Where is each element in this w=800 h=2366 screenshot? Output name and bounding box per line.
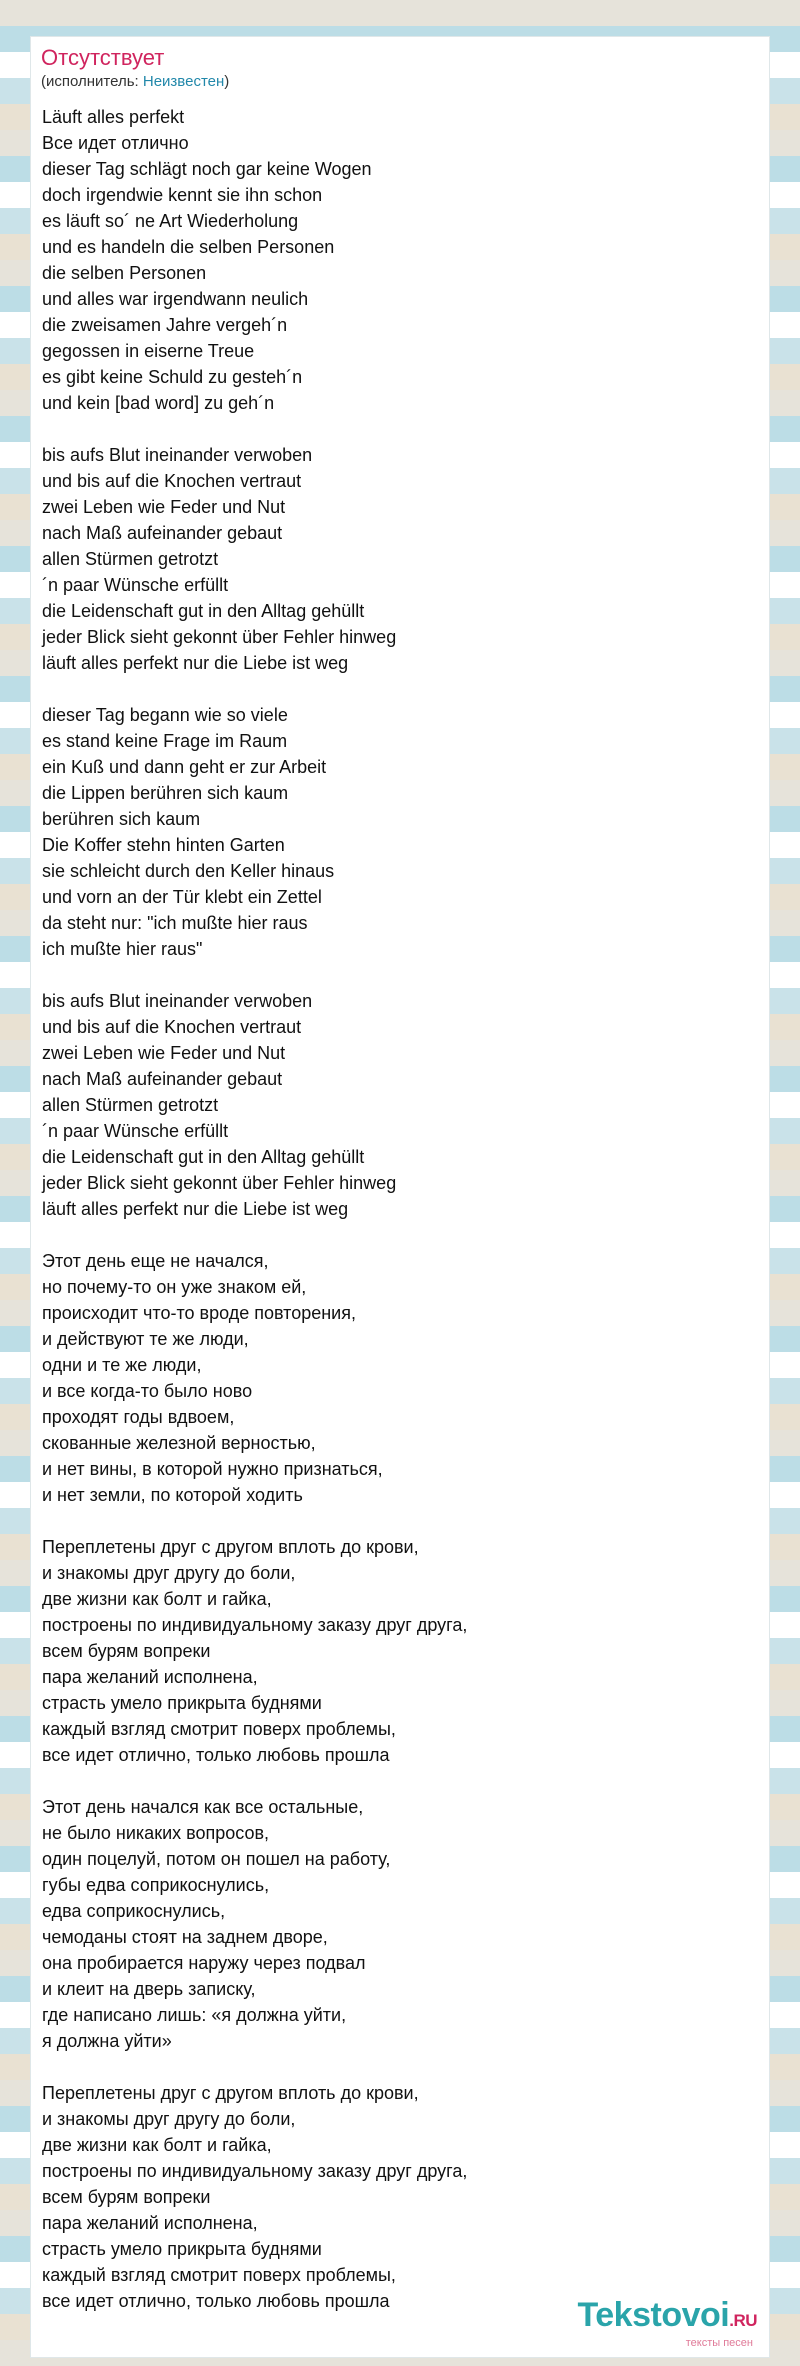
lyric-line: bis aufs Blut ineinander verwoben [42, 445, 313, 465]
lyric-line: все идет отлично, только любовь прошла [42, 2291, 390, 2311]
lyric-line: один поцелуй, потом он пошел на работу, [42, 1849, 391, 1869]
logo-name: Tekstovoi [577, 2296, 730, 2334]
lyric-line: Переплетены друг с другом вплоть до крови, [42, 1537, 419, 1557]
stanza-break [42, 1222, 467, 1248]
stanza-break [42, 1768, 467, 1794]
lyric-line: Die Koffer stehn hinten Garten [42, 835, 285, 855]
lyric-line: пара желаний исполнена, [42, 1667, 258, 1687]
lyric-line: и знакомы друг другу до боли, [42, 2109, 296, 2129]
lyric-line: всем бурям вопреки [42, 1641, 211, 1661]
lyric-line: die Leidenschaft gut in den Alltag gehüllt [42, 601, 365, 621]
lyric-line: läuft alles perfekt nur die Liebe ist weg [42, 1199, 349, 1219]
lyric-line: губы едва соприкоснулись, [42, 1875, 270, 1895]
lyric-line: пара желаний исполнена, [42, 2213, 258, 2233]
song-title: Отсутствует [41, 45, 165, 70]
lyric-line: каждый взгляд смотрит поверх проблемы, [42, 2265, 396, 2285]
lyric-line: die Lippen berühren sich kaum [42, 783, 289, 803]
lyric-line: и знакомы друг другу до боли, [42, 1563, 296, 1583]
stanza-break [42, 2054, 467, 2080]
lyric-line: es läuft so´ ne Art Wiederholung [42, 211, 299, 231]
lyric-line: die Leidenschaft gut in den Alltag gehüllt [42, 1147, 365, 1167]
stanza-break [42, 962, 467, 988]
lyric-line: und bis auf die Knochen vertraut [42, 1017, 302, 1037]
lyric-line: und alles war irgendwann neulich [42, 289, 309, 309]
lyric-line: каждый взгляд смотрит поверх проблемы, [42, 1719, 396, 1739]
lyric-line: не было никаких вопросов, [42, 1823, 270, 1843]
lyric-line: ´n paar Wünsche erfüllt [42, 575, 229, 595]
lyrics-text [42, 104, 467, 2314]
lyric-line: две жизни как болт и гайка, [42, 1589, 272, 1609]
song-header [41, 43, 229, 91]
lyric-line: ein Kuß und dann geht er zur Arbeit [42, 757, 327, 777]
lyric-line: и все когда-то было ново [42, 1381, 253, 1401]
stanza-break [42, 416, 467, 442]
lyric-line: allen Stürmen getrotzt [42, 549, 219, 569]
lyric-line: und es handeln die selben Personen [42, 237, 335, 257]
lyric-line: построены по индивидуальному заказу друг друга, [42, 1615, 468, 1635]
lyric-line: одни и те же люди, [42, 1355, 202, 1375]
lyric-line: Этот день начался как все остальные, [42, 1797, 364, 1817]
lyric-line: gegossen in eiserne Treue [42, 341, 255, 361]
lyric-line: едва соприкоснулись, [42, 1901, 226, 1921]
lyric-line: скованные железной верностью, [42, 1433, 316, 1453]
lyric-line: и действуют те же люди, [42, 1329, 249, 1349]
lyric-line: es gibt keine Schuld zu gesteh´n [42, 367, 303, 387]
lyric-line: die selben Personen [42, 263, 207, 283]
logo-tagline: тексты песен [685, 2337, 753, 2349]
lyric-line: jeder Blick sieht gekonnt über Fehler hinweg [42, 1173, 397, 1193]
lyric-line: чемоданы стоят на заднем дворе, [42, 1927, 328, 1947]
lyric-line: где написано лишь: «я должна уйти, [42, 2005, 347, 2025]
lyric-line: bis aufs Blut ineinander verwoben [42, 991, 313, 1011]
site-logo[interactable] [578, 2297, 757, 2349]
lyric-line: zwei Leben wie Feder und Nut [42, 497, 286, 517]
lyric-line: проходят годы вдвоем, [42, 1407, 235, 1427]
lyric-line: Переплетены друг с другом вплоть до крови, [42, 2083, 419, 2103]
artist-link[interactable]: Неизвестен [142, 73, 225, 90]
logo-wordmark [578, 2297, 757, 2339]
lyric-line: и нет вины, в которой нужно признаться, [42, 1459, 383, 1479]
lyric-line: две жизни как болт и гайка, [42, 2135, 272, 2155]
lyric-line: nach Maß aufeinander gebaut [42, 1069, 283, 1089]
lyric-line: и клеит на дверь записку, [42, 1979, 256, 1999]
stanza-break [42, 676, 467, 702]
artist-suffix: ) [224, 73, 230, 90]
artist-prefix: (исполнитель: [41, 73, 143, 90]
lyric-line: всем бурям вопреки [42, 2187, 211, 2207]
lyric-line: происходит что-то вроде повторения, [42, 1303, 356, 1323]
lyric-line: doch irgendwie kennt sie ihn schon [42, 185, 323, 205]
lyric-line: страсть умело прикрыта буднями [42, 1693, 322, 1713]
lyric-line: Все идет отлично [42, 133, 189, 153]
lyric-line: но почему-то он уже знаком ей, [42, 1277, 307, 1297]
logo-domain: .RU [729, 2311, 757, 2330]
lyric-line: zwei Leben wie Feder und Nut [42, 1043, 286, 1063]
lyric-line: berühren sich kaum [42, 809, 201, 829]
lyric-line: страсть умело прикрыта буднями [42, 2239, 322, 2259]
lyric-line: allen Stürmen getrotzt [42, 1095, 219, 1115]
lyric-line: и нет земли, по которой ходить [42, 1485, 303, 1505]
lyric-line: ich mußte hier raus" [42, 939, 203, 959]
artist-line [41, 73, 229, 91]
lyrics-page [30, 36, 770, 2358]
lyric-line: und vorn an der Tür klebt ein Zettel [42, 887, 322, 907]
lyric-line: läuft alles perfekt nur die Liebe ist weg [42, 653, 349, 673]
lyric-line: dieser Tag schlägt noch gar keine Wogen [42, 159, 372, 179]
lyric-line: da steht nur: "ich mußte hier raus [42, 913, 308, 933]
lyric-line: sie schleicht durch den Keller hinaus [42, 861, 335, 881]
lyric-line: nach Maß aufeinander gebaut [42, 523, 283, 543]
lyric-line: все идет отлично, только любовь прошла [42, 1745, 390, 1765]
lyric-line: die zweisamen Jahre vergeh´n [42, 315, 288, 335]
lyric-line: es stand keine Frage im Raum [42, 731, 288, 751]
stanza-break [42, 1508, 467, 1534]
lyric-line: und kein [bad word] zu geh´n [42, 393, 275, 413]
lyric-line: я должна уйти» [42, 2031, 172, 2051]
lyric-line: jeder Blick sieht gekonnt über Fehler hinweg [42, 627, 397, 647]
lyric-line: ´n paar Wünsche erfüllt [42, 1121, 229, 1141]
lyric-line: построены по индивидуальному заказу друг друга, [42, 2161, 468, 2181]
lyric-line: Läuft alles perfekt [42, 107, 185, 127]
lyric-line: dieser Tag begann wie so viele [42, 705, 288, 725]
lyric-line: und bis auf die Knochen vertraut [42, 471, 302, 491]
lyric-line: Этот день еще не начался, [42, 1251, 269, 1271]
lyric-line: она пробирается наружу через подвал [42, 1953, 366, 1973]
